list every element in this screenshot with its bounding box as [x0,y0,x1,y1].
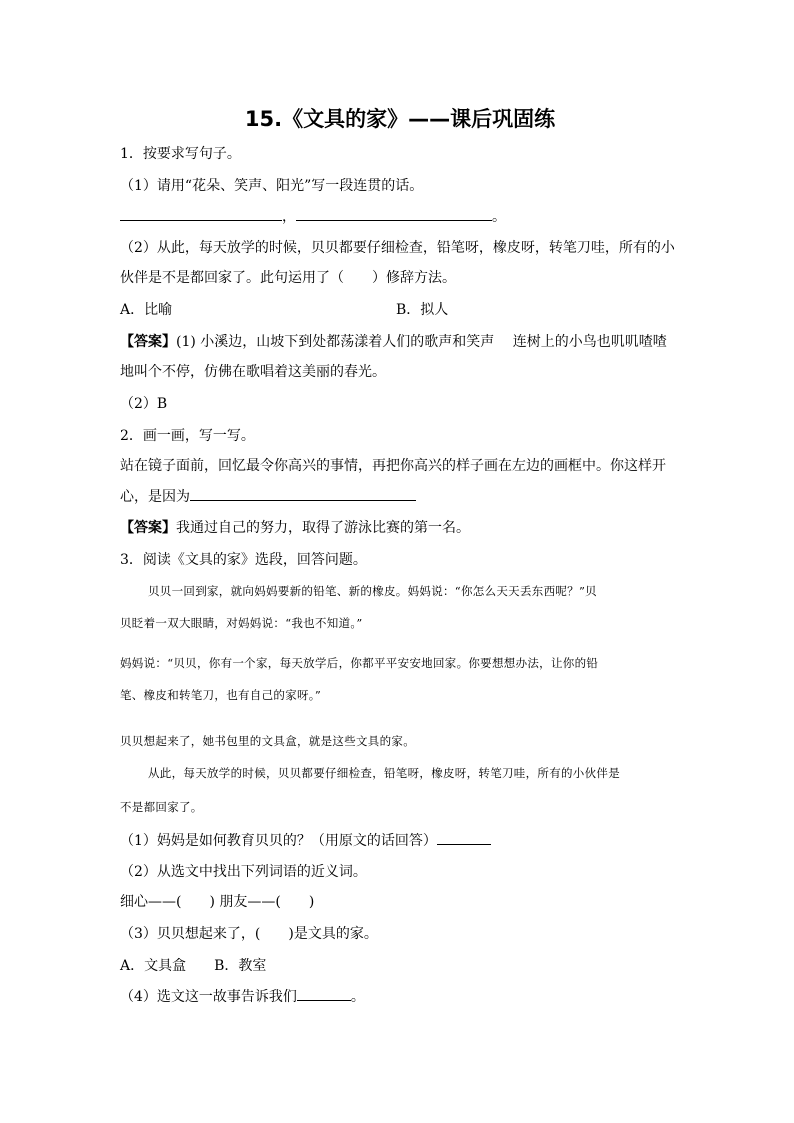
passage-line: 从此，每天放学的时候，贝贝都要仔细检查，铅笔呀，橡皮呀，转笔刀哇，所有的小伙伴是 [148,766,620,780]
passage-line: 贝贝一回到家，就向妈妈要新的铅笔、新的橡皮。妈妈说：“你怎么天天丢东西呢？”贝 [148,584,597,598]
passage-line: 贝贝想起来了，她书包里的文具盒，就是这些文具的家。 [120,734,415,748]
q3-sub2-words: 细心——( ) 朋友——( ) [120,894,315,910]
q3-sub1: （1）妈妈是如何教育贝贝的？（用原文的话回答） [120,830,491,851]
q2-heading: 2．画一画，写一写。 [120,428,255,444]
answer-tag: 【答案】 [120,520,176,536]
answer-blank[interactable] [120,206,282,221]
answer-blank[interactable] [437,830,491,845]
q1-option-a: A．比喻 [120,302,173,318]
q3-sub4: （4）选文这一故事告诉我们 。 [120,986,365,1007]
q3-sub2: （2）从选文中找出下列词语的近义词。 [120,864,367,880]
answer-blank[interactable] [297,986,351,1001]
page-title: 15.《文具的家》——课后巩固练 [244,107,556,131]
passage-line: 贝眨着一双大眼睛，对妈妈说：“我也不知道。” [120,616,363,630]
q1-answer-line2: 地叫个不停，仿佛在歌唱着这美丽的春光。 [120,364,386,380]
q3-sub3: （3）贝贝想起来了，( )是文具的家。 [120,926,378,942]
q3-heading: 3．阅读《文具的家》选段，回答问题。 [120,552,367,568]
passage-line: 妈妈说：“贝贝，你有一个家，每天放学后，你都平平安安地回家。你要想想办法，让你的铅 [120,656,599,670]
q1-sub1: （1）请用“花朵、笑声、阳光”写一段连贯的话。 [120,178,424,194]
answer-blank[interactable] [190,486,416,501]
answer-tag: 【答案】 [120,334,176,350]
passage-line: 不是都回家了。 [120,800,203,814]
q1-sub2-line1: （2）从此，每天放学的时候，贝贝都要仔细检查，铅笔呀，橡皮呀，转笔刀哇，所有的小 [120,240,675,256]
q1-sub2-line2: 伙伴是不是都回家了。此句运用了（ ）修辞方法。 [120,270,456,286]
q1-answer-blank-line: ， 。 [120,206,506,227]
q2-line1: 站在镜子面前，回忆最令你高兴的事情，再把你高兴的样子画在左边的画框中。你这样开 [120,458,666,474]
q2-line2: 心，是因为 [120,486,416,507]
answer-blank[interactable] [296,206,492,221]
q1-option-b: B．拟人 [396,302,449,318]
q1-heading: 1．按要求写句子。 [120,146,241,162]
q2-answer: 【答案】我通过自己的努力，取得了游泳比赛的第一名。 [120,520,470,536]
passage-line: 笔、橡皮和转笔刀，也有自己的家呀。” [120,688,322,702]
q1-answer-line3: （2）B [120,396,168,412]
q3-sub3-options: A．文具盒 B．教室 [120,958,267,974]
q1-answer-line1: 【答案】(1) 小溪边，山坡下到处都荡漾着人们的歌声和笑声 连树上的小鸟也叽叽喳喳 [120,334,667,350]
